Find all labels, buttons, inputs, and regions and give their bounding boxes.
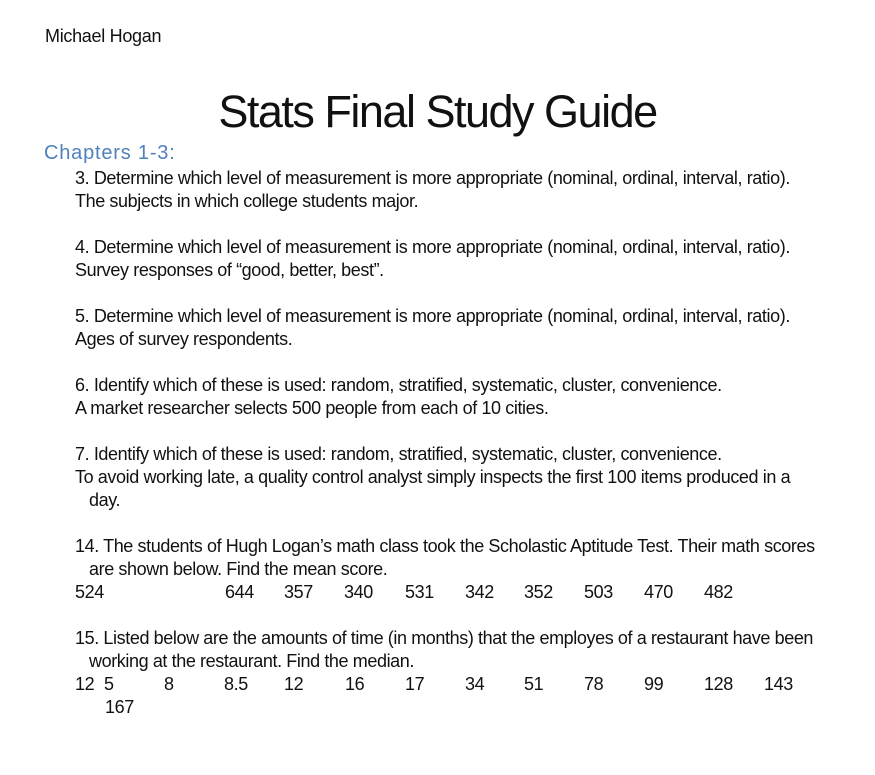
value-cell: 357 bbox=[284, 582, 313, 602]
value-cell-overflow: 167 bbox=[105, 697, 134, 717]
question-detail: To avoid working late, a quality control analyst simply inspects the first 100 items produced in a day. bbox=[75, 467, 791, 510]
value-cell: 352 bbox=[524, 582, 553, 602]
value-cell: 644 bbox=[225, 582, 254, 602]
question-detail: The subjects in which college students major. bbox=[75, 191, 419, 211]
question-stem: 5. Determine which level of measurement is more appropriate (nominal, ordinal, interval, ratio). bbox=[75, 306, 790, 326]
value-cell: 470 bbox=[644, 582, 673, 602]
question-stem: 3. Determine which level of measurement is more appropriate (nominal, ordinal, interval, ratio). bbox=[75, 168, 790, 188]
question-5 bbox=[75, 305, 825, 351]
value-cell: 340 bbox=[344, 582, 373, 602]
value-cell: 99 bbox=[644, 674, 664, 694]
question-list bbox=[75, 167, 825, 742]
question-6 bbox=[75, 374, 825, 420]
value-cell: 34 bbox=[465, 674, 485, 694]
value-cell: 8 bbox=[164, 674, 174, 694]
value-cell: 78 bbox=[584, 674, 604, 694]
value-cell: 8.5 bbox=[224, 674, 248, 694]
value-cell: 12 bbox=[284, 674, 304, 694]
question-detail: Ages of survey respondents. bbox=[75, 329, 293, 349]
question-14 bbox=[75, 535, 825, 604]
value-cell: 482 bbox=[704, 582, 733, 602]
question-detail: Survey responses of “good, better, best”. bbox=[75, 260, 384, 280]
score-values bbox=[75, 581, 825, 604]
question-stem: 14. The students of Hugh Logan’s math class took the Scholastic Aptitude Test. Their math scores are shown below. Find the mean score. bbox=[75, 536, 815, 579]
value-cell: 128 bbox=[704, 674, 733, 694]
value-cell: 5 bbox=[104, 674, 114, 694]
question-stem: 4. Determine which level of measurement is more appropriate (nominal, ordinal, interval, ratio). bbox=[75, 237, 790, 257]
question-4 bbox=[75, 236, 825, 282]
author-name: Michael Hogan bbox=[45, 26, 162, 46]
question-stem: 6. Identify which of these is used: random, stratified, systematic, cluster, convenience. bbox=[75, 375, 722, 395]
value-cell: 16 bbox=[345, 674, 365, 694]
value-cell: 524 bbox=[75, 582, 104, 602]
question-15 bbox=[75, 627, 825, 719]
value-cell: 531 bbox=[405, 582, 434, 602]
value-cell: 51 bbox=[524, 674, 544, 694]
month-values bbox=[75, 673, 825, 696]
question-3 bbox=[75, 167, 825, 213]
question-stem: 7. Identify which of these is used: random, stratified, systematic, cluster, convenience. bbox=[75, 444, 722, 464]
value-cell: 12 bbox=[75, 674, 95, 694]
question-detail: A market researcher selects 500 people from each of 10 cities. bbox=[75, 398, 549, 418]
question-7 bbox=[75, 443, 825, 512]
value-cell: 342 bbox=[465, 582, 494, 602]
section-heading: Chapters 1-3: bbox=[44, 142, 176, 164]
value-cell: 503 bbox=[584, 582, 613, 602]
value-cell: 143 bbox=[764, 674, 793, 694]
value-cell: 17 bbox=[405, 674, 425, 694]
question-stem: 15. Listed below are the amounts of time (in months) that the employes of a restaurant have been working at the restaurant. Find the median. bbox=[75, 628, 814, 671]
page-title: Stats Final Study Guide bbox=[218, 86, 657, 137]
